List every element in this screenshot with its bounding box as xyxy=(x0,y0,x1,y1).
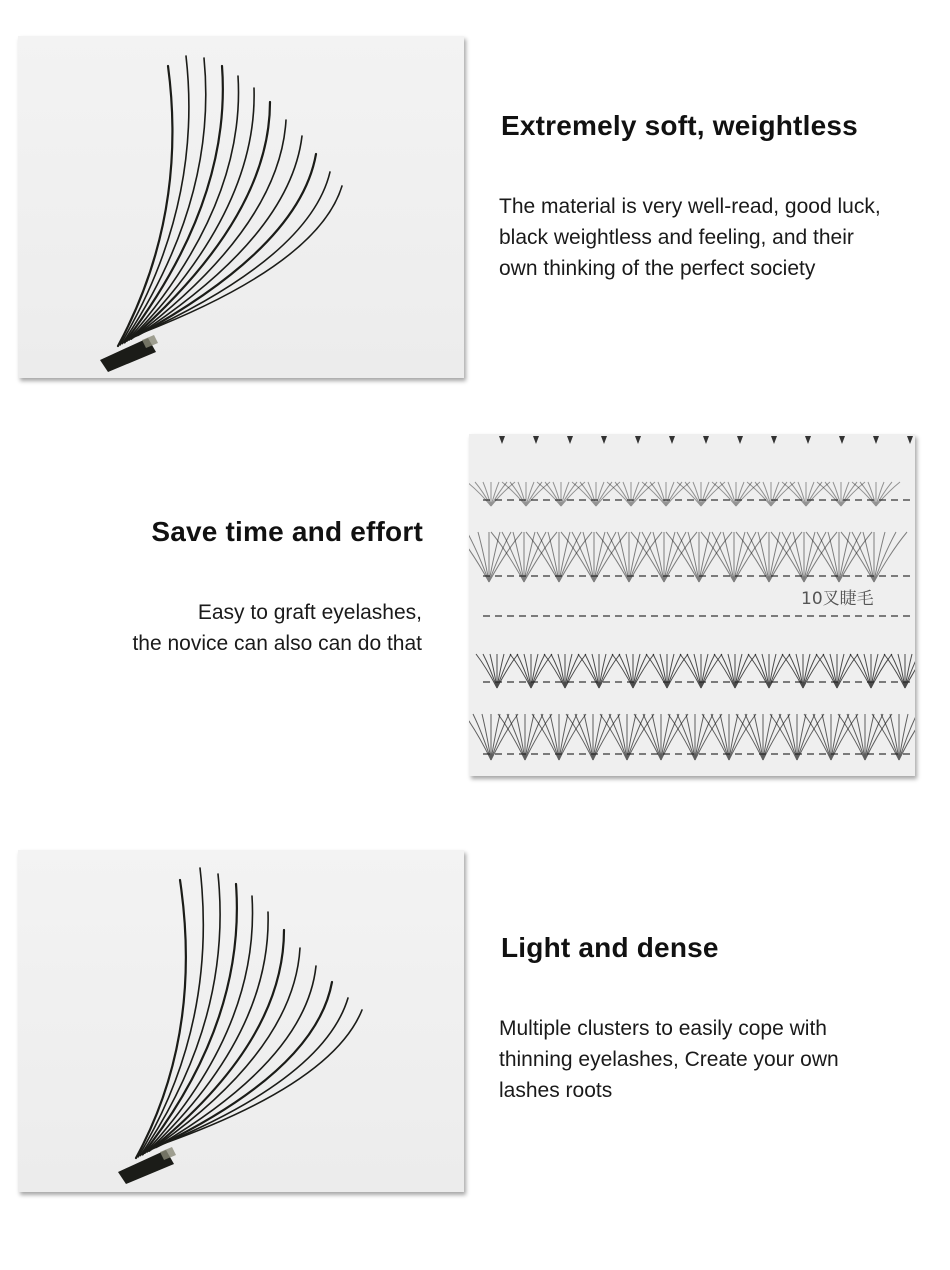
tray-lash-cluster xyxy=(747,482,795,506)
tray-lash-cluster xyxy=(544,654,586,688)
lash-tray-photo xyxy=(469,434,915,776)
section-2-description xyxy=(132,597,422,659)
tray-lash-cluster xyxy=(714,654,756,688)
tray-lash-cluster xyxy=(736,532,802,582)
tray-lash-cluster xyxy=(666,532,732,582)
lash-tray-svg xyxy=(469,434,915,776)
tray-notch xyxy=(839,436,845,444)
tray-notch xyxy=(567,436,573,444)
tray-lash-cluster xyxy=(782,654,824,688)
tray-lash-cluster xyxy=(701,532,767,582)
tray-lash-cluster xyxy=(578,654,620,688)
tray-lash-cluster xyxy=(748,654,790,688)
section-3-line-2: thinning eyelashes, Create your own xyxy=(499,1048,839,1071)
tray-lash-cluster xyxy=(510,654,552,688)
lash-fan-2-svg xyxy=(18,850,464,1192)
lash-fan-photo-2 xyxy=(18,850,464,1192)
tray-lash-cluster xyxy=(852,482,900,506)
section-3-description xyxy=(499,1013,839,1106)
tray-label: 10叉睫毛 xyxy=(801,589,874,609)
tray-lash-cluster xyxy=(782,482,830,506)
tray-lash-cluster xyxy=(850,654,892,688)
section-1-line-3: own thinking of the perfect society xyxy=(499,257,816,280)
tray-notch xyxy=(805,436,811,444)
tray-notch xyxy=(907,436,913,444)
tray-notch xyxy=(771,436,777,444)
tray-lash-cluster xyxy=(712,482,760,506)
section-1-line-1: The material is very well-read, good luck, xyxy=(499,195,881,218)
fan-1-strand xyxy=(118,66,172,346)
lash-fan-photo-1 xyxy=(18,36,464,378)
tray-notch xyxy=(703,436,709,444)
tray-lash-cluster xyxy=(817,482,865,506)
tray-lash-cluster xyxy=(771,532,837,582)
tray-lash-cluster xyxy=(537,482,585,506)
section-2-line-2: the novice can also can do that xyxy=(132,632,422,655)
tray-notch xyxy=(635,436,641,444)
tray-notch xyxy=(533,436,539,444)
lash-fan-1-svg xyxy=(18,36,464,378)
section-3-line-3: lashes roots xyxy=(499,1079,613,1102)
tray-notch xyxy=(873,436,879,444)
tray-lash-cluster xyxy=(612,654,654,688)
section-1-line-2: black weightless and feeling, and their xyxy=(499,226,854,249)
tray-lash-cluster xyxy=(816,654,858,688)
tray-lash-cluster xyxy=(631,532,697,582)
tray-lash-cluster xyxy=(561,532,627,582)
tray-notch xyxy=(601,436,607,444)
tray-lash-cluster xyxy=(607,482,655,506)
tray-notch xyxy=(737,436,743,444)
section-2-heading: Save time and effort xyxy=(151,516,423,547)
tray-lash-cluster xyxy=(646,654,688,688)
section-3-heading: Light and dense xyxy=(501,932,719,963)
tray-lash-cluster xyxy=(526,532,592,582)
tray-lash-cluster xyxy=(502,482,550,506)
section-2-line-1: Easy to graft eyelashes, xyxy=(197,601,422,624)
tray-lash-cluster xyxy=(872,714,915,760)
tray-notch xyxy=(669,436,675,444)
tray-lash-cluster xyxy=(642,482,690,506)
tray-lash-cluster xyxy=(596,532,662,582)
tray-notch xyxy=(499,436,505,444)
tray-lash-cluster xyxy=(491,532,557,582)
section-3-line-1: Multiple clusters to easily cope with xyxy=(499,1017,827,1040)
tray-lash-cluster xyxy=(680,654,722,688)
section-1-heading: Extremely soft, weightless xyxy=(501,110,858,141)
tray-lash-cluster xyxy=(677,482,725,506)
tray-lash-cluster xyxy=(841,532,907,582)
tray-lash-cluster xyxy=(469,482,515,506)
tray-lash-cluster xyxy=(572,482,620,506)
tray-lash-cluster xyxy=(476,654,518,688)
tray-lash-cluster xyxy=(806,532,872,582)
section-1-description xyxy=(499,191,881,284)
